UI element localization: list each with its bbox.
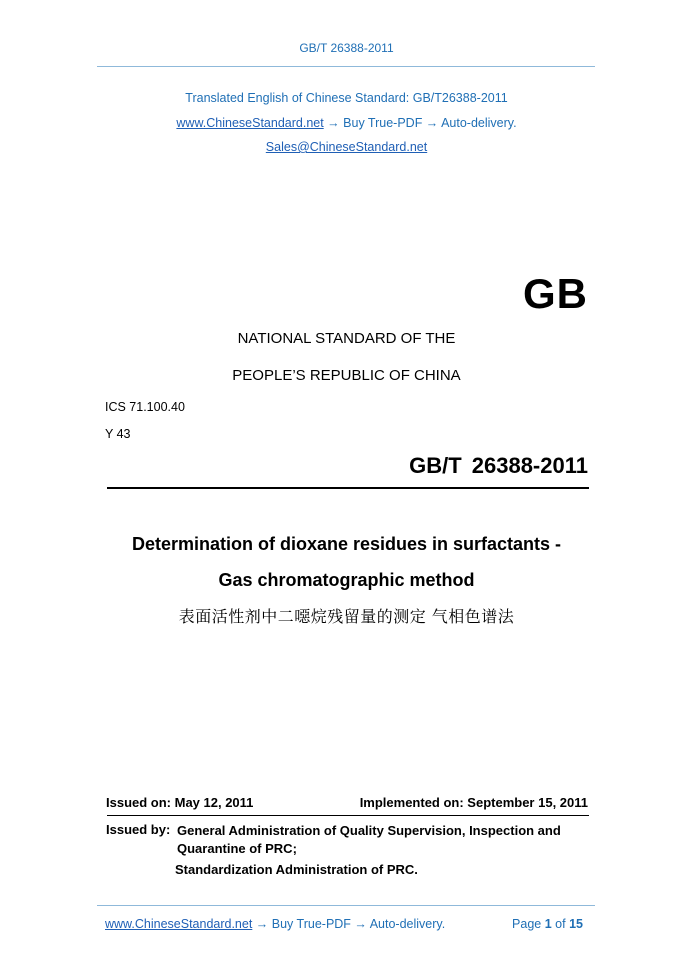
issued-by-label: Issued by: [106,822,171,837]
issuing-authority-2: Standardization Administration of PRC. [175,862,418,877]
national-standard-line: NATIONAL STANDARD OF THE [237,330,456,347]
implemented-on-date: Implemented on: September 15, 2011 [359,795,588,810]
standard-number: GB/T 26388-2011 [409,453,588,478]
page-current: 1 [544,917,552,931]
footer-buy-line [105,917,445,931]
gb-mark: GB [523,270,588,317]
promo-buy-line [0,116,693,130]
prc-line: PEOPLE’S REPUBLIC OF CHINA [232,367,461,384]
page-of: of [555,917,566,931]
chinese-title: 表面活性剂中二噁烷残留量的测定 气相色谱法 [178,607,515,626]
english-title-line2: Gas chromatographic method [218,570,475,590]
issued-on-date: Issued on: May 12, 2011 [106,795,254,810]
issue-dates-divider [107,815,589,816]
page-indicator [512,917,583,931]
standard-number-divider [107,487,589,489]
ics-code: ICS 71.100.40 [105,400,185,414]
footer-site-link[interactable]: www.ChineseStandard.net [105,917,253,931]
issuing-authority-1: General Administration of Quality Supervision, Inspection and Quarantine of PRC; [177,823,561,856]
promo-email-line [0,140,693,154]
english-title-line1: Determination of dioxane residues in surfactants - [131,534,562,554]
header-divider [97,66,595,67]
promo-buy-text: → Buy True-PDF → Auto-delivery. [323,116,517,130]
running-header: GB/T 26388-2011 [299,41,394,55]
promo-site-link[interactable]: www.ChineseStandard.net [176,116,324,130]
page-total: 15 [569,917,583,931]
footer-buy-text: → Buy True-PDF → Auto-delivery. [252,917,446,931]
promo-translation-note: Translated English of Chinese Standard: GB/T26388-2011 [185,91,508,105]
page-label: Page [512,917,542,931]
ccs-code: Y 43 [105,427,131,441]
footer-divider [97,905,595,906]
promo-email-link[interactable]: Sales@ChineseStandard.net [265,140,428,154]
